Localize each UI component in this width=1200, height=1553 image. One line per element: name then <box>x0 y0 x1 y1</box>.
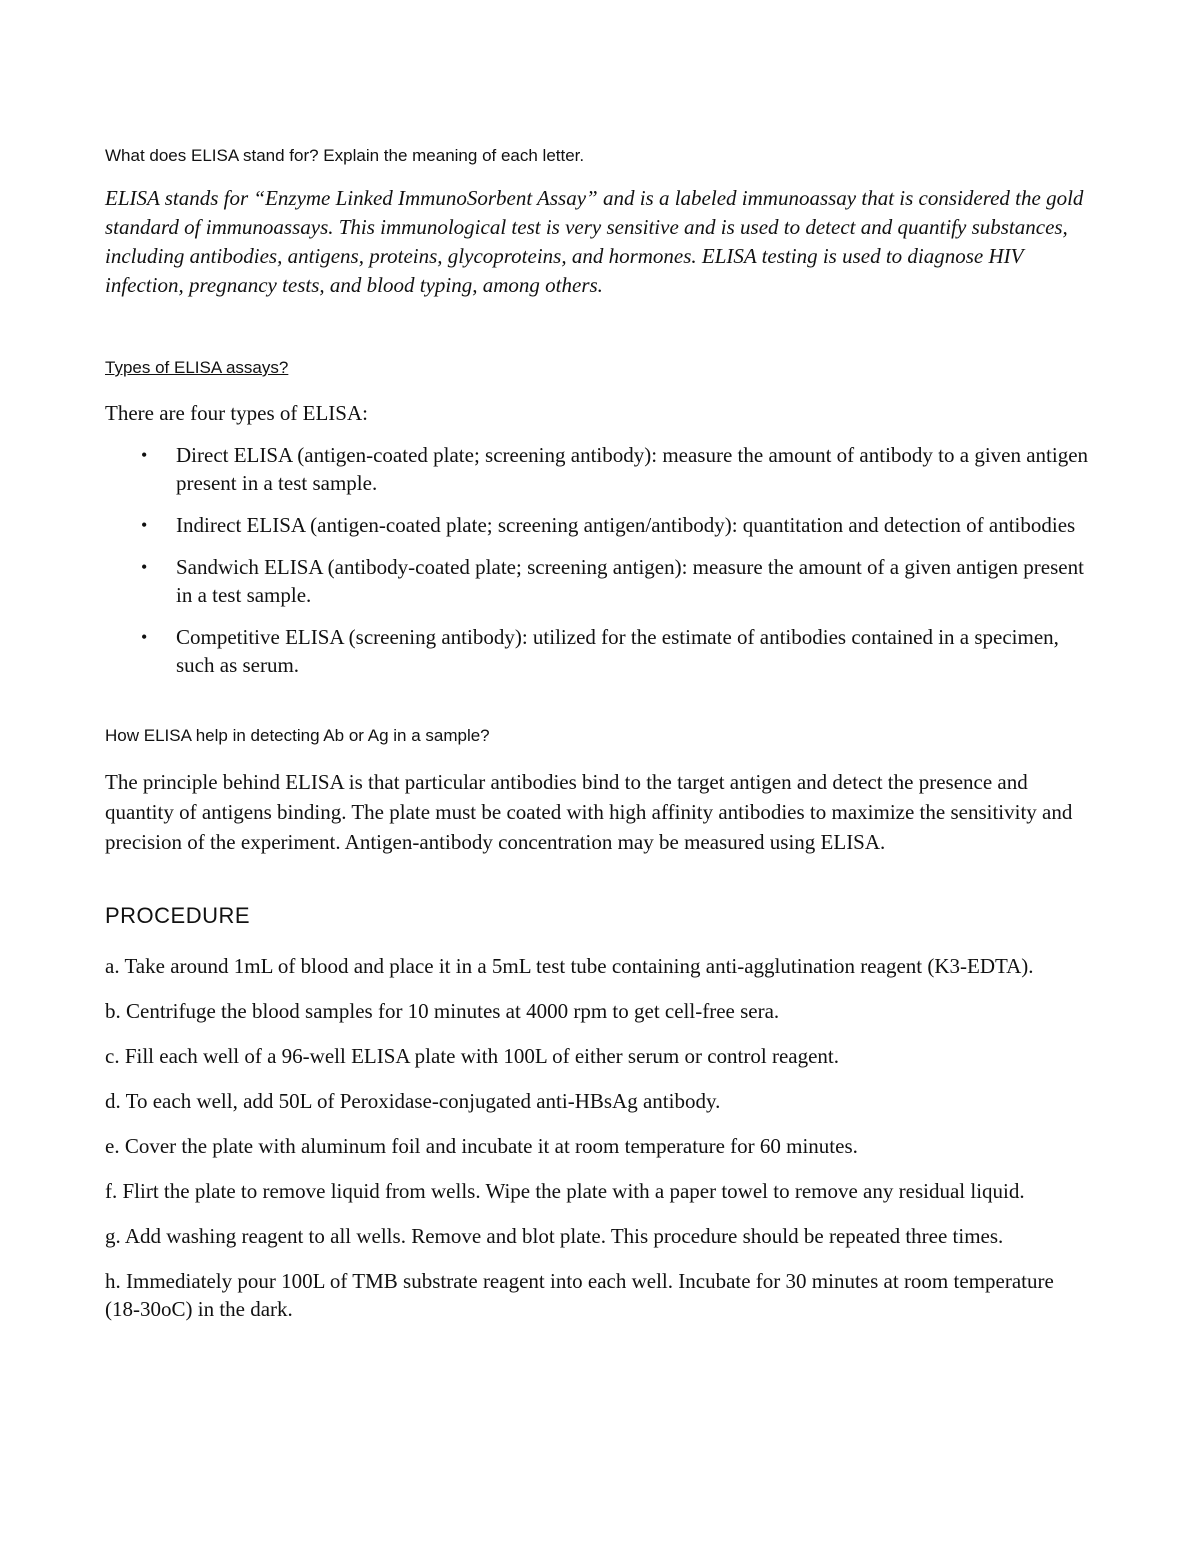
procedure-step: f. Flirt the plate to remove liquid from wells. Wipe the plate with a paper towel to remove any residual liquid. <box>105 1179 1025 1203</box>
procedure-step: g. Add washing reagent to all wells. Remove and blot plate. This procedure should be repeated three times. <box>105 1224 1004 1248</box>
bullet-icon: • <box>141 445 148 465</box>
principle-paragraph: The principle behind ELISA is that particular antibodies bind to the target antigen and detect the presence and quantity of antigens binding. The plate must be coated with high affinity antibodies to maximize the sensitivity and precision of the experiment. Antigen-antibody concentration may be measured using ELISA. <box>105 770 1073 854</box>
procedure-heading: PROCEDURE <box>105 903 251 928</box>
list-item <box>105 623 1095 679</box>
type-sandwich: Sandwich ELISA (antibody-coated plate; screening antigen): measure the amount of a given antigen present in a test sample. <box>176 555 1084 607</box>
procedure-step: d. To each well, add 50L of Peroxidase-conjugated anti-HBsAg antibody. <box>105 1089 721 1113</box>
procedure-steps-list <box>105 952 1090 1340</box>
question-elisa-types: Types of ELISA assays? <box>105 358 289 377</box>
list-item <box>105 441 1095 497</box>
procedure-step: b. Centrifuge the blood samples for 10 minutes at 4000 rpm to get cell-free sera. <box>105 999 780 1023</box>
type-competitive: Competitive ELISA (screening antibody): utilized for the estimate of antibodies contained in a specimen, such as serum. <box>176 625 1059 677</box>
procedure-step: h. Immediately pour 100L of TMB substrate reagent into each well. Incubate for 30 minutes at room temperature (18-30oC) in the dark. <box>105 1269 1054 1321</box>
procedure-step: a. Take around 1mL of blood and place it in a 5mL test tube containing anti-agglutination reagent (K3-EDTA). <box>105 954 1034 978</box>
procedure-step: e. Cover the plate with aluminum foil and incubate it at room temperature for 60 minutes. <box>105 1134 858 1158</box>
bullet-icon: • <box>141 627 148 647</box>
type-indirect: Indirect ELISA (antigen-coated plate; screening antigen/antibody): quantitation and detection of antibodies <box>176 513 1076 537</box>
type-direct: Direct ELISA (antigen-coated plate; screening antibody): measure the amount of antibody to a given antigen present in a test sample. <box>176 443 1089 495</box>
elisa-definition-paragraph: ELISA stands for “Enzyme Linked ImmunoSorbent Assay” and is a labeled immunoassay that is considered the gold standard of immunoassays. This immunological test is very sensitive and is used to detect and quantify substances, including antibodies, antigens, proteins, glycoproteins, and hormones. ELISA testing is used to diagnose HIV infection, pregnancy tests, and blood typing, among others. <box>105 186 1084 297</box>
list-item <box>105 553 1095 609</box>
question-detection: How ELISA help in detecting Ab or Ag in a sample? <box>105 726 490 745</box>
question-elisa-meaning: What does ELISA stand for? Explain the meaning of each letter. <box>105 146 585 165</box>
procedure-step: c. Fill each well of a 96-well ELISA plate with 100L of either serum or control reagent. <box>105 1044 839 1068</box>
bullet-icon: • <box>141 557 148 577</box>
list-item <box>105 511 1095 539</box>
types-intro-text: There are four types of ELISA: <box>105 401 368 425</box>
elisa-types-list <box>105 441 1095 693</box>
bullet-icon: • <box>141 515 148 535</box>
